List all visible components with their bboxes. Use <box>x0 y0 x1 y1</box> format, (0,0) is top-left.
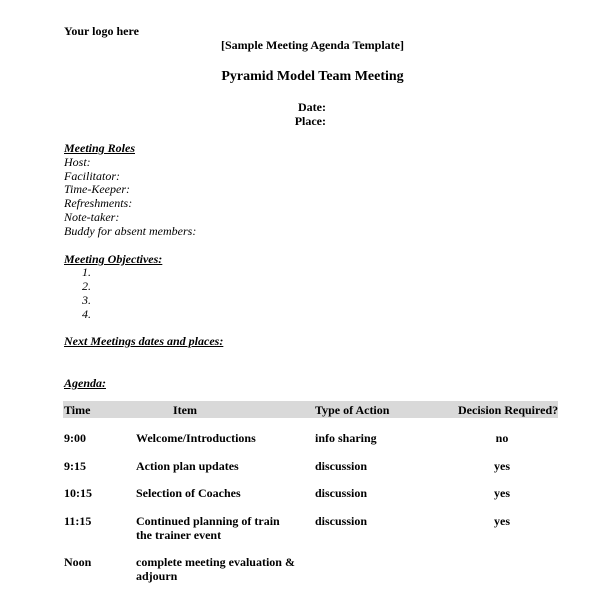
row-item: Selection of Coaches <box>136 486 241 500</box>
objective-item: 4. <box>82 307 91 321</box>
row-item-continued: the trainer event <box>136 528 222 542</box>
row-time: Noon <box>64 555 92 569</box>
row-type: discussion <box>315 486 368 500</box>
row-type: info sharing <box>315 431 377 445</box>
row-type: discussion <box>315 459 368 473</box>
column-header-item: Item <box>173 403 197 417</box>
row-type: discussion <box>315 514 368 528</box>
role-item-host: Host: <box>64 155 91 169</box>
template-label: [Sample Meeting Agenda Template] <box>221 38 404 52</box>
objective-item: 2. <box>82 279 91 293</box>
row-time: 9:00 <box>64 431 86 445</box>
row-time: 9:15 <box>64 459 86 473</box>
agenda-heading: Agenda: <box>64 376 106 390</box>
logo-placeholder: Your logo here <box>64 24 139 38</box>
row-time: 10:15 <box>64 486 92 500</box>
role-item-notetaker: Note-taker: <box>64 210 120 224</box>
next-meetings-heading: Next Meetings dates and places: <box>64 334 224 348</box>
objective-item: 1. <box>82 265 91 279</box>
row-item: complete meeting evaluation & <box>136 555 295 569</box>
row-decision: yes <box>494 514 510 528</box>
row-item: Continued planning of train <box>136 514 280 528</box>
column-header-time: Time <box>64 403 91 417</box>
page-title: Pyramid Model Team Meeting <box>221 69 404 84</box>
objectives-heading: Meeting Objectives: <box>64 252 163 266</box>
place-label: Place: <box>294 114 326 128</box>
row-time: 11:15 <box>64 514 92 528</box>
roles-heading: Meeting Roles <box>64 141 135 155</box>
role-item-facilitator: Facilitator: <box>64 169 120 183</box>
row-decision: no <box>495 431 509 445</box>
role-item-refreshments: Refreshments: <box>64 196 133 210</box>
row-decision: yes <box>494 486 510 500</box>
row-item-continued: adjourn <box>136 569 178 583</box>
objective-item: 3. <box>82 293 91 307</box>
date-label: Date: <box>298 100 326 114</box>
row-item: Welcome/Introductions <box>136 431 256 445</box>
row-decision: yes <box>494 459 510 473</box>
role-item-timekeeper: Time-Keeper: <box>64 182 130 196</box>
role-item-buddy: Buddy for absent members: <box>64 224 197 238</box>
row-item: Action plan updates <box>136 459 239 473</box>
column-header-type: Type of Action <box>315 403 390 417</box>
column-header-decision: Decision Required? <box>458 403 559 417</box>
